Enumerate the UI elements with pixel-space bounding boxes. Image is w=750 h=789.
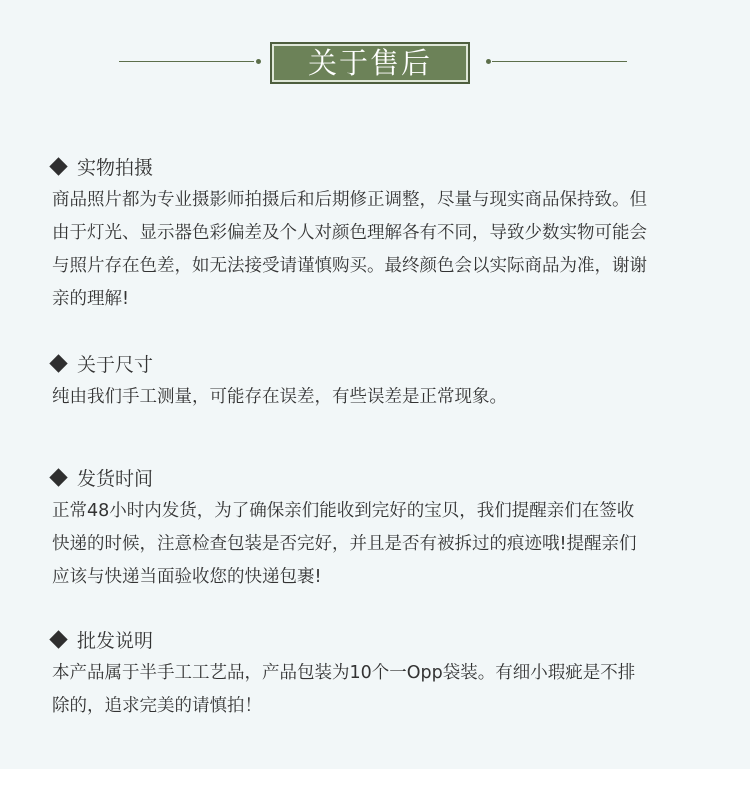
body-line: 亲的理解! [52, 289, 130, 309]
section-wholesale [48, 624, 738, 723]
diamond-bullet-icon [49, 468, 67, 486]
section-heading [48, 462, 738, 492]
page-title: 关于售后 [270, 42, 470, 84]
title-banner [0, 42, 750, 84]
diamond-bullet-icon [49, 630, 67, 648]
section-shipping [48, 462, 738, 594]
title-rule-left [119, 61, 254, 62]
diamond-bullet-icon [49, 157, 67, 175]
section-heading-text: 实物拍摄 [77, 156, 154, 179]
section-heading [48, 151, 738, 181]
body-line: 应该与快递当面验收您的快递包裹! [52, 567, 322, 587]
body-line: 与照片存在色差，如无法接受请谨慎购买。最终颜色会以实际商品为准，谢谢 [52, 256, 647, 276]
section-body [48, 381, 738, 414]
title-rule-right [492, 61, 627, 62]
section-heading-text: 发货时间 [77, 467, 154, 490]
section-body [48, 184, 738, 316]
body-line: 由于灯光、显示器色彩偏差及个人对颜色理解各有不同，导致少数实物可能会 [52, 223, 647, 243]
title-dot-right [486, 59, 491, 64]
section-body [48, 495, 738, 594]
body-line: 本产品属于半手工工艺品，产品包装为10个一Opp袋装。有细小瑕疵是不排 [52, 663, 636, 683]
body-line: 商品照片都为专业摄影师拍摄后和后期修正调整，尽量与现实商品保持致。但 [52, 190, 647, 210]
section-photo [48, 151, 738, 316]
section-heading [48, 348, 738, 378]
body-line: 快递的时候，注意检查包装是否完好，并且是否有被拆过的痕迹哦!提醒亲们 [52, 534, 637, 554]
section-heading [48, 624, 738, 654]
title-dot-left [256, 59, 261, 64]
section-heading-text: 批发说明 [77, 629, 154, 652]
section-heading-text: 关于尺寸 [77, 353, 154, 376]
body-line: 除的，追求完美的请慎拍！ [52, 696, 262, 716]
body-line: 正常48小时内发货，为了确保亲们能收到完好的宝贝，我们提醒亲们在签收 [52, 501, 635, 521]
section-size [48, 348, 738, 414]
diamond-bullet-icon [49, 354, 67, 372]
section-body [48, 657, 738, 723]
body-line: 纯由我们手工测量，可能存在误差，有些误差是正常现象。 [52, 387, 507, 407]
